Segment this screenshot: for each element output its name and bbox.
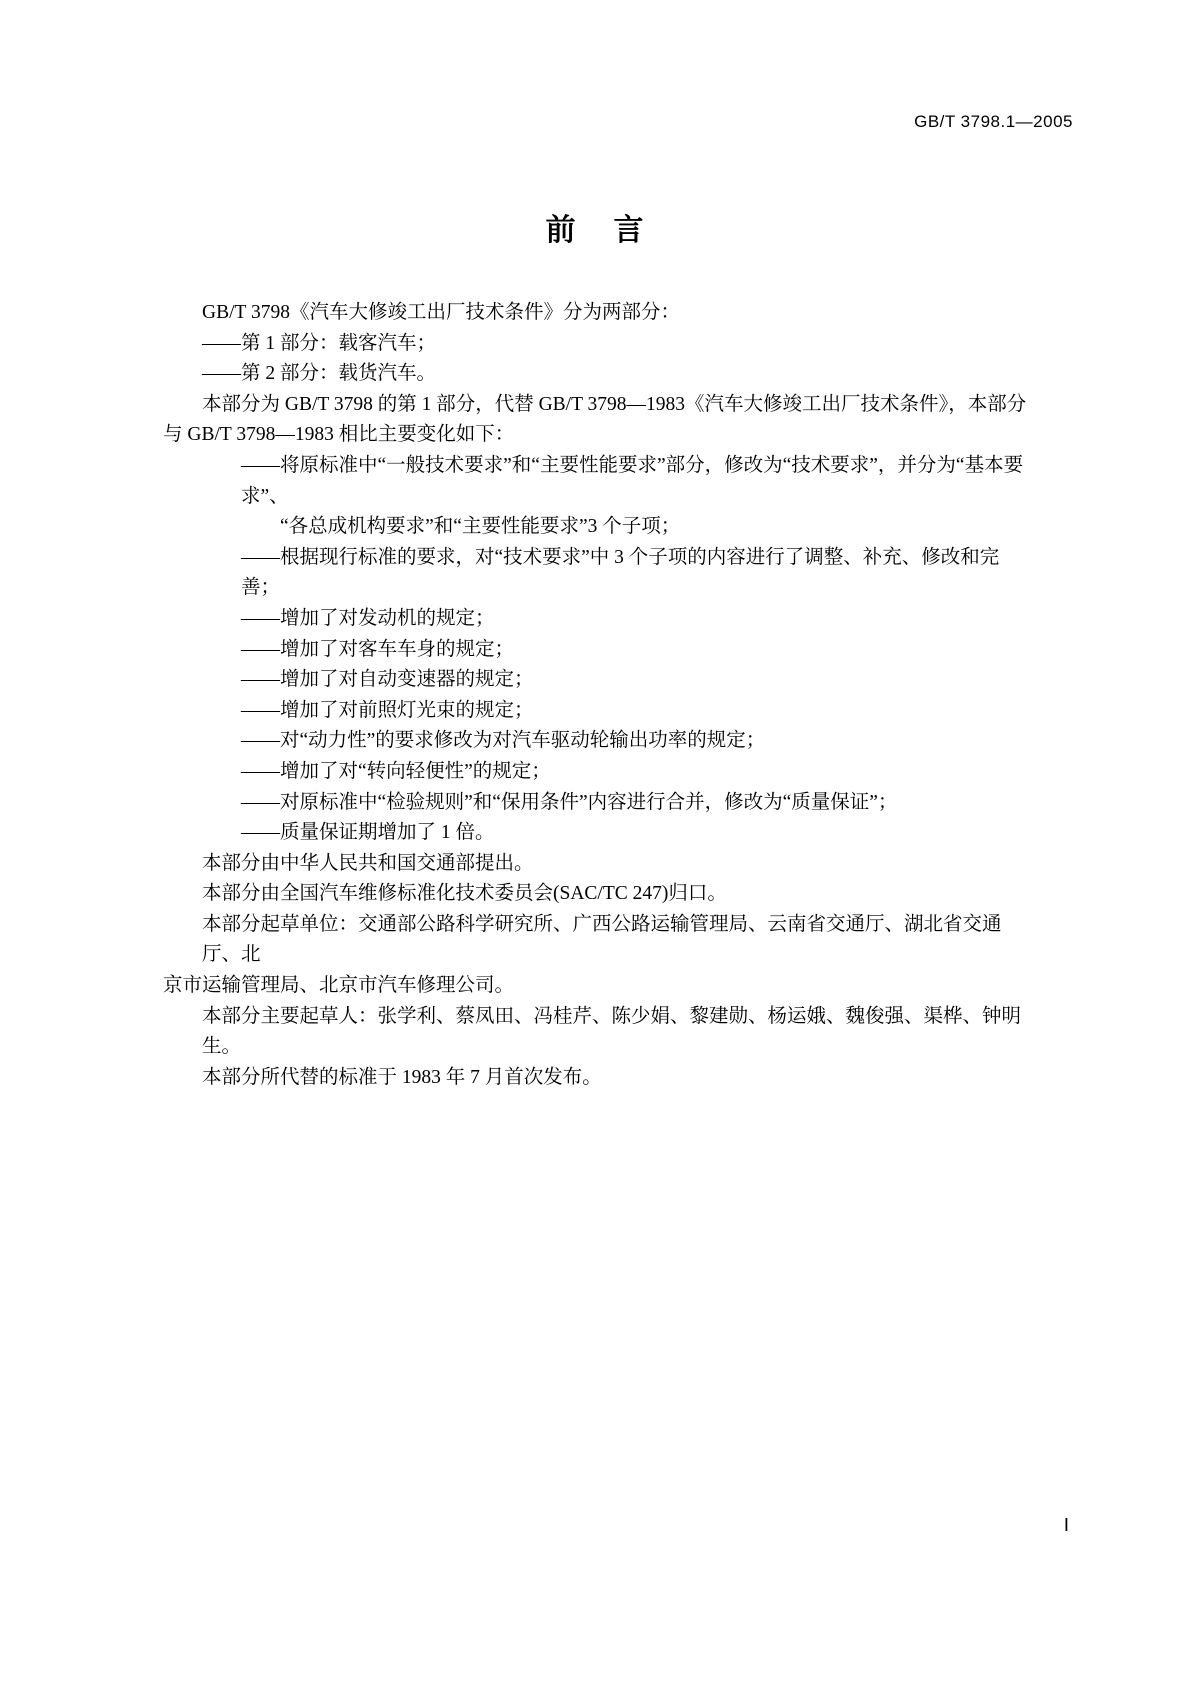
change-item-3: ——增加了对发动机的规定； bbox=[241, 607, 495, 629]
change-item-7: ——对“动力性”的要求修改为对汽车驱动轮输出功率的规定； bbox=[241, 730, 766, 752]
authority-paragraph: 本部分由全国汽车维修标准化技术委员会(SAC/TC 247)归口。 bbox=[202, 883, 727, 905]
replaces-line-1: 本部分为 GB/T 3798 的第 1 部分，代替 GB/T 3798—1983《汽车大修竣工出厂技术条件》，本部分 bbox=[202, 393, 1027, 415]
part-list-item-1: ——第 1 部分：载客汽车； bbox=[202, 332, 437, 354]
change-item-2: ——根据现行标准的要求，对“技术要求”中 3 个子项的内容进行了调整、补充、修改和完善； bbox=[241, 546, 1000, 599]
drafting-units-line-1: 本部分起草单位：交通部公路科学研究所、广西公路运输管理局、云南省交通厅、湖北省交通厅、北 bbox=[202, 913, 1002, 966]
replaces-paragraph bbox=[163, 390, 1031, 451]
change-item-1-line-1: ——将原标准中“一般技术要求”和“主要性能要求”部分，修改为“技术要求”，并分为“基本要求”、 bbox=[241, 454, 1024, 507]
change-item-9: ——对原标准中“检验规则”和“保用条件”内容进行合并，修改为“质量保证”； bbox=[241, 791, 898, 813]
proposer-paragraph: 本部分由中华人民共和国交通部提出。 bbox=[202, 852, 534, 874]
replaces-line-2: 与 GB/T 3798—1983 相比主要变化如下： bbox=[163, 424, 515, 446]
page-header-standard-number: GB/T 3798.1—2005 bbox=[914, 112, 1073, 131]
change-item-4: ——增加了对客车车身的规定； bbox=[241, 638, 515, 660]
page-number: Ⅰ bbox=[1063, 1515, 1069, 1535]
part-list-item-2: ——第 2 部分：载货汽车。 bbox=[202, 363, 437, 385]
page-title bbox=[0, 205, 1191, 249]
change-item-1-line-2: “各总成机构要求”和“主要性能要求”3 个子项； bbox=[280, 516, 681, 538]
drafting-units-paragraph bbox=[163, 910, 1031, 1002]
change-item-5: ——增加了对自动变速器的规定； bbox=[241, 669, 534, 691]
change-item-10: ——质量保证期增加了 1 倍。 bbox=[241, 822, 495, 844]
document-body bbox=[163, 298, 1031, 1093]
drafters-paragraph: 本部分主要起草人：张学利、蔡凤田、冯桂芹、陈少娟、黎建勋、杨运娥、魏俊强、渠桦、钟明生。 bbox=[202, 1005, 1022, 1058]
change-item-1 bbox=[163, 451, 1031, 543]
intro-paragraph: GB/T 3798《汽车大修竣工出厂技术条件》分为两部分： bbox=[202, 302, 680, 323]
first-published-paragraph: 本部分所代替的标准于 1983 年 7 月首次发布。 bbox=[202, 1066, 602, 1088]
page-title-char-1: 前 bbox=[545, 213, 578, 248]
drafting-units-line-2: 京市运输管理局、北京市汽车修理公司。 bbox=[163, 975, 515, 997]
change-item-6: ——增加了对前照灯光束的规定； bbox=[241, 699, 534, 721]
page-title-char-2: 言 bbox=[613, 213, 646, 248]
change-item-8: ——增加了对“转向轻便性”的规定； bbox=[241, 760, 551, 782]
